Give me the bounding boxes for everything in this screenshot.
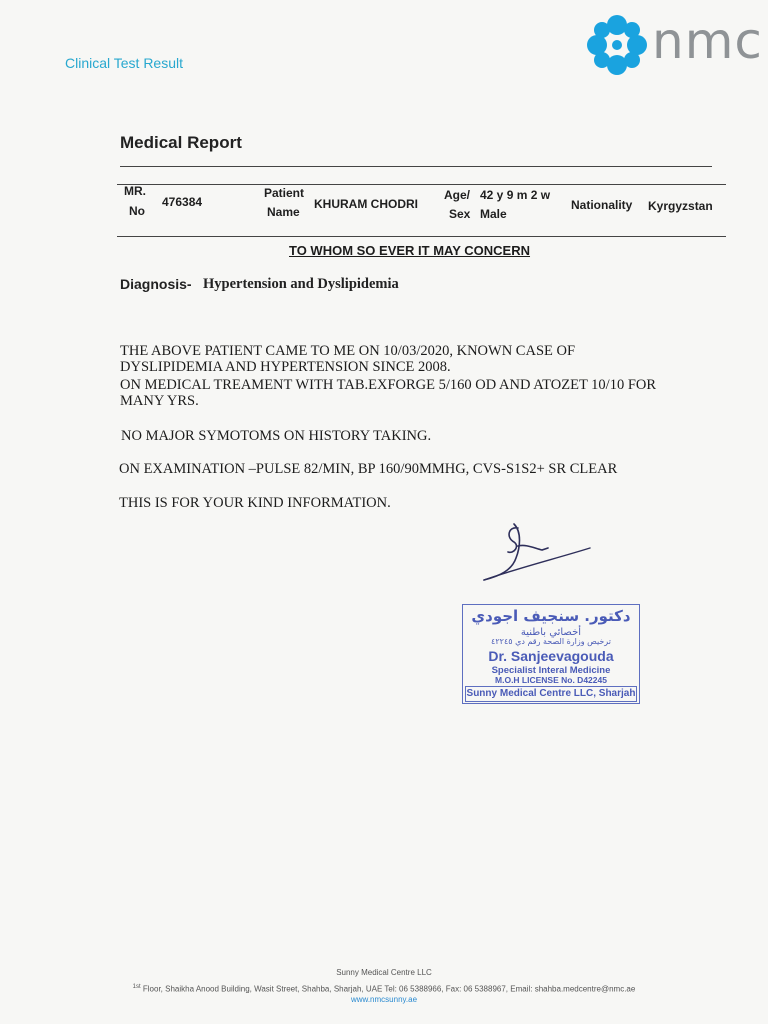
- age-value: 42 y 9 m 2 w: [480, 188, 551, 202]
- diagnosis-value: Hypertension and Dyslipidemia: [203, 276, 399, 292]
- patient-label-line1: Patient: [264, 186, 305, 200]
- body-line-4: MANY YRS.: [120, 393, 199, 409]
- info-top-rule: [117, 184, 726, 185]
- nmc-flower-logo-icon: [584, 14, 650, 76]
- doctor-signature: [478, 518, 594, 588]
- symptoms-line: NO MAJOR SYMOTOMS ON HISTORY TAKING.: [121, 428, 432, 444]
- clinical-test-result-label: Clinical Test Result: [65, 55, 184, 71]
- footer-address: Floor, Shaikha Anood Building, Wasit Street, Shahba, Sharjah, UAE Tel: 06 5388966, Fax: 06 5388967, Email: shahba.medcentre@nmc.ae: [140, 984, 636, 994]
- body-line-3: ON MEDICAL TREAMENT WITH TAB.EXFORGE 5/160 OD AND ATOZET 10/10 FOR: [120, 377, 657, 393]
- body-line-1: THE ABOVE PATIENT CAME TO ME ON 10/03/2020, KNOWN CASE OF: [120, 343, 576, 359]
- footer-website-link[interactable]: www.nmcsunny.ae: [350, 995, 418, 1004]
- diagnosis-label: Diagnosis-: [120, 276, 192, 292]
- closing-line: THIS IS FOR YOUR KIND INFORMATION.: [119, 495, 391, 511]
- nationality-value: Kyrgyzstan: [648, 199, 713, 213]
- sex-label: Sex: [449, 207, 471, 221]
- doctor-stamp: [462, 604, 640, 704]
- to-whom-heading: TO WHOM SO EVER IT MAY CONCERN: [289, 243, 531, 258]
- mr-label-line2: No: [129, 204, 145, 218]
- stamp-specialty: Specialist Interal Medicine: [491, 665, 611, 676]
- stamp-clinic: Sunny Medical Centre LLC, Sharjah: [465, 686, 637, 702]
- mr-number: 476384: [162, 195, 203, 209]
- examination-line: ON EXAMINATION –PULSE 82/MIN, BP 160/90MMHG, CVS-S1S2+ SR CLEAR: [119, 461, 618, 477]
- mr-label-line1: MR.: [124, 184, 146, 198]
- footer-address-line: [0, 984, 768, 994]
- sex-value: Male: [480, 207, 507, 221]
- info-bottom-rule: [117, 236, 726, 237]
- page-title: Medical Report: [120, 133, 242, 152]
- patient-name: KHURAM CHODRI: [314, 197, 418, 211]
- nationality-label: Nationality: [571, 198, 633, 212]
- stamp-arabic-title: أخصائي باطنية: [520, 627, 582, 638]
- footer-floor: 1st: [132, 984, 141, 990]
- title-divider: [120, 166, 712, 167]
- stamp-arabic-license: ترخيص وزارة الصحة رقم دي ٤٢٢٤٥: [491, 637, 611, 646]
- age-label: Age/: [444, 188, 471, 202]
- footer-company: Sunny Medical Centre LLC: [336, 968, 432, 977]
- nmc-logo-text: nmc: [652, 12, 763, 70]
- stamp-arabic-name: دكتور. سنجيف اجودي: [471, 607, 631, 625]
- body-line-2: DYSLIPIDEMIA AND HYPERTENSION SINCE 2008.: [120, 359, 451, 375]
- patient-label-line2: Name: [267, 205, 300, 219]
- stamp-license: M.O.H LICENSE No. D42245: [495, 675, 607, 685]
- stamp-doctor-name: Dr. Sanjeevagouda: [488, 648, 614, 664]
